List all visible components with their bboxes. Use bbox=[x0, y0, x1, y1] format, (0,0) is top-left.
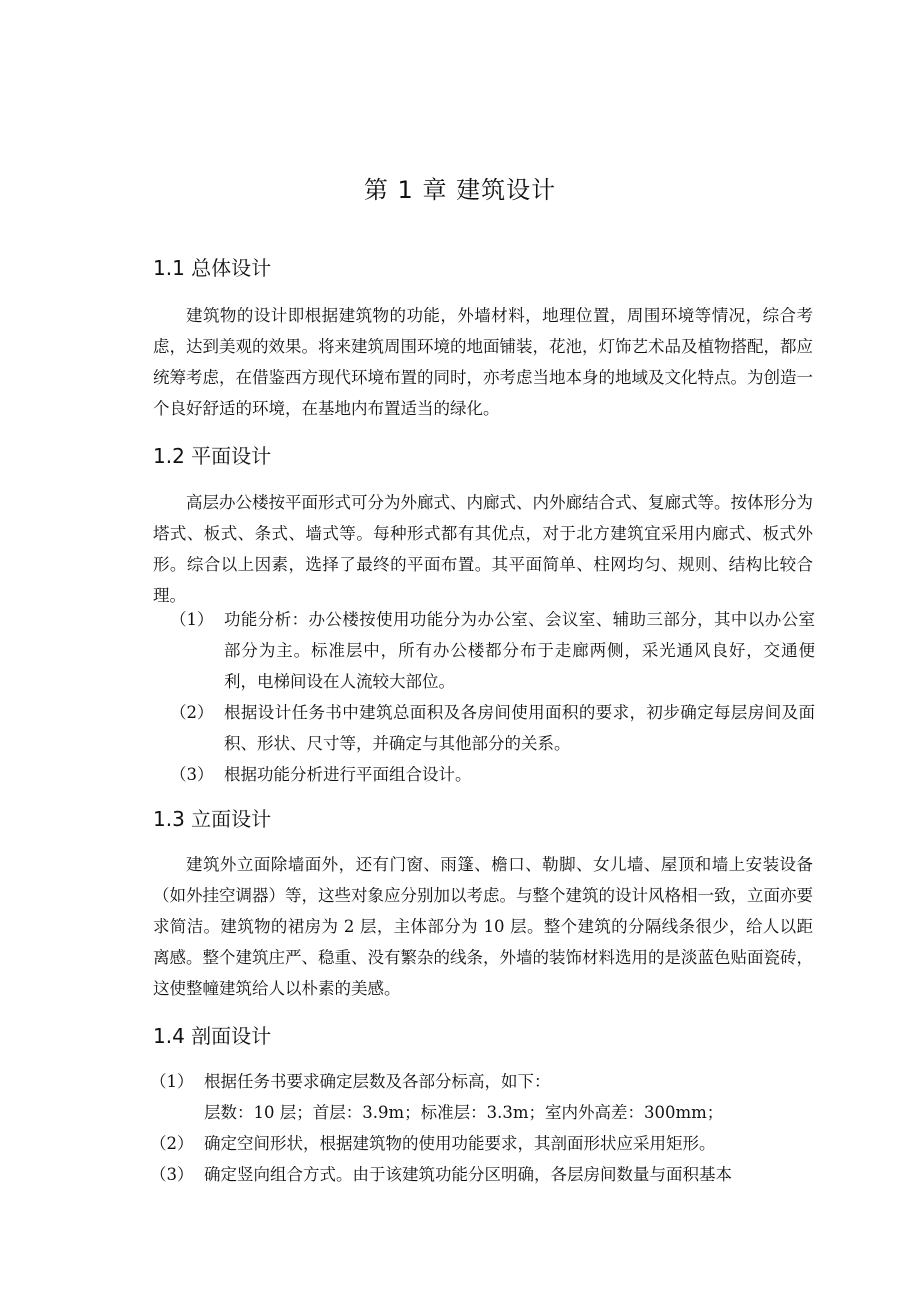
list-item bbox=[170, 604, 815, 697]
list-item-text: 确定空间形状，根据建筑物的使用功能要求，其剖面形状应采用矩形。 bbox=[204, 1134, 716, 1153]
list-item-subtext: 层数：10 层；首层：3.9m；标准层：3.3m；室内外高差：300mm； bbox=[204, 1103, 724, 1122]
list-item-number: （3） bbox=[150, 1165, 194, 1184]
list-item-number: （1） bbox=[170, 610, 214, 629]
list-item-text: 确定竖向组合方式。由于该建筑功能分区明确，各层房间数量与面积基本 bbox=[204, 1165, 732, 1184]
list-item bbox=[170, 759, 815, 790]
list-item bbox=[170, 697, 815, 759]
section-paragraph-1-2: 高层办公楼按平面形式可分为外廊式、内廊式、内外廊结合式、复廊式等。按体形分为塔式、板式、条式、墙式等。每种形式都有其优点，对于北方建筑宜采用内廊式、板式外形。综合以上因素，选择了最终的平面布置。其平面简单、柱网均匀、规则、结构比较合理。 bbox=[153, 493, 813, 605]
section-heading-1-1: 1.1 总体设计 bbox=[153, 256, 272, 280]
list-item bbox=[150, 1159, 815, 1190]
section-paragraph-1-3: 建筑外立面除墙面外，还有门窗、雨篷、檐口、勒脚、女儿墙、屋顶和墙上安装设备（如外挂空调器）等，这些对象应分别加以考虑。与整个建筑的设计风格相一致，立面亦要求简洁。建筑物的裙房为 2 层，主体部分为 10 层。整个建筑的分隔线条很少，给人以距离感。整个建筑庄严、稳重、没有繁杂的线条，外墙的装饰材料选用的是淡蓝色贴面瓷砖，这使整幢建筑给人以朴素的美感。 bbox=[153, 855, 813, 998]
section-paragraph-1-1: 建筑物的设计即根据建筑物的功能，外墙材料，地理位置，周围环境等情况，综合考虑，达到美观的效果。将来建筑周围环境的地面铺装，花池，灯饰艺术品及植物搭配，都应统筹考虑，在借鉴西方现代环境布置的同时，亦考虑当地本身的地域及文化特点。为创造一个良好舒适的环境，在基地内布置适当的绿化。 bbox=[153, 306, 813, 418]
list-item-number: （1） bbox=[150, 1072, 194, 1091]
list-item bbox=[150, 1128, 815, 1159]
list-item-number: （2） bbox=[150, 1134, 194, 1153]
section-heading-1-2: 1.2 平面设计 bbox=[153, 444, 272, 468]
list-item-text: 功能分析：办公楼按使用功能分为办公室、会议室、辅助三部分，其中以办公室部分为主。标准层中，所有办公楼都分布于走廊两侧，采光通风良好，交通便利，电梯间设在人流较大部位。 bbox=[224, 610, 815, 691]
list-item-text: 根据任务书要求确定层数及各部分标高，如下： bbox=[204, 1072, 551, 1091]
list-item-text: 根据功能分析进行平面组合设计。 bbox=[224, 765, 472, 784]
section-heading-1-4: 1.4 剖面设计 bbox=[153, 1024, 272, 1048]
section-heading-1-3: 1.3 立面设计 bbox=[153, 807, 272, 831]
list-item bbox=[150, 1066, 815, 1128]
section-list-1-4 bbox=[150, 1066, 815, 1190]
list-item-number: （2） bbox=[170, 703, 214, 722]
list-item-text: 根据设计任务书中建筑总面积及各房间使用面积的要求，初步确定每层房间及面积、形状、尺寸等，并确定与其他部分的关系。 bbox=[224, 703, 815, 753]
section-list-1-2 bbox=[170, 604, 815, 790]
chapter-title: 第 1 章 建筑设计 bbox=[363, 176, 557, 204]
list-item-number: （3） bbox=[170, 765, 214, 784]
